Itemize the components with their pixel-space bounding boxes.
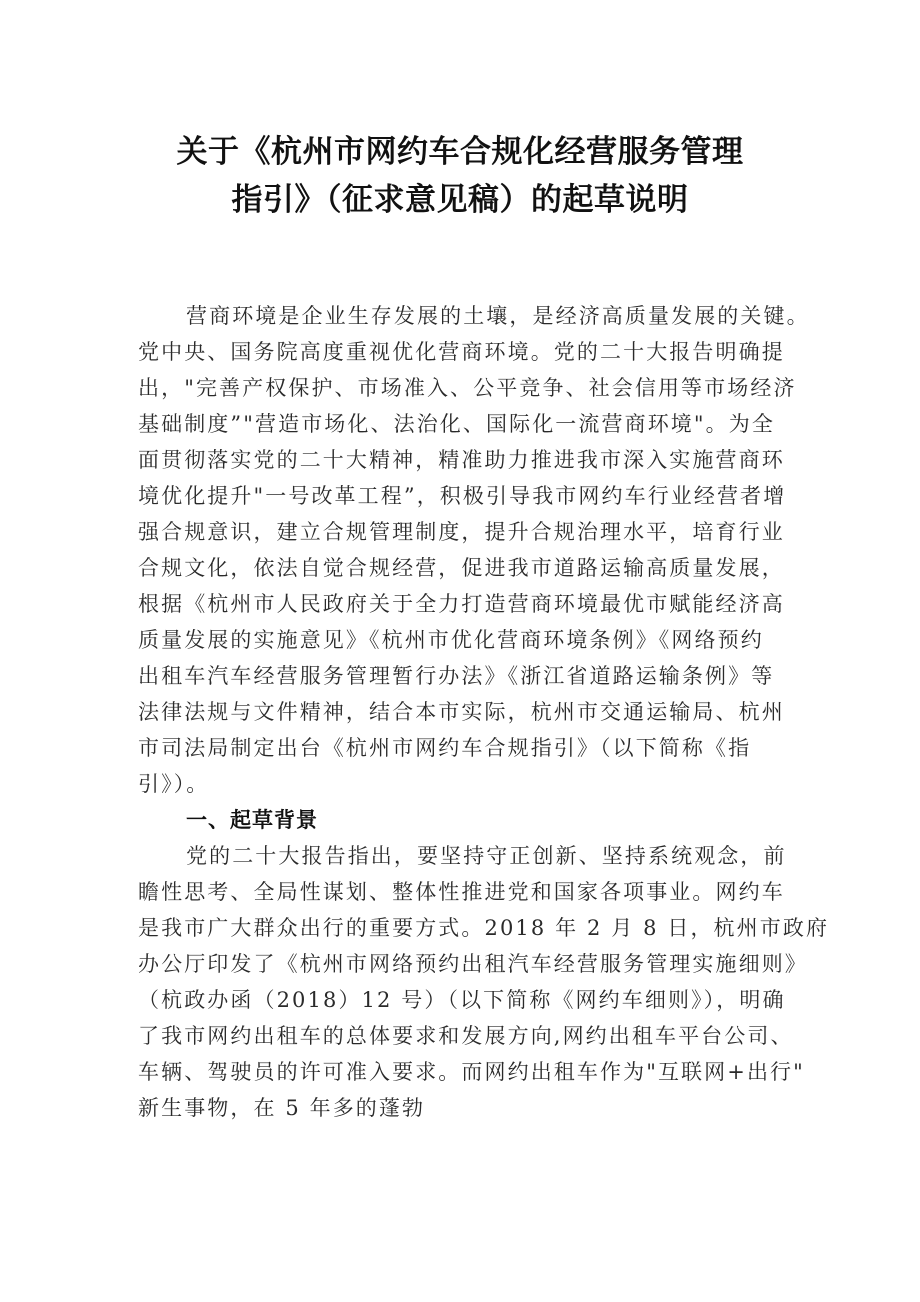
paragraph-1-line: 根据《杭州市人民政府关于全力打造营商环境最优市赋能经济高 xyxy=(138,592,785,616)
paragraph-2-line: 党的二十大报告指出，要坚持守正创新、坚持系统观念，前 xyxy=(186,844,787,868)
paragraph-1-line: 质量发展的实施意见》《杭州市优化营商环境条例》《网络预约 xyxy=(138,628,764,652)
paragraph-2-line: 办公厅印发了《杭州市网络预约出租汽车经营服务管理实施细则》 xyxy=(138,952,808,976)
paragraph-1-line: 法律法规与文件精神，结合本市实际，杭州市交通运输局、杭州 xyxy=(138,700,785,724)
paragraph-1-line: 出，"完善产权保护、市场准入、公平竞争、社会信用等市场经济 xyxy=(138,376,797,400)
paragraph-1-line: 出租车汽车经营服务管理暂行办法》《浙江省道路运输条例》等 xyxy=(138,664,775,688)
paragraph-2-line: 了我市网约出租车的总体要求和发展方向,网约出租车平台公司、 xyxy=(138,1024,794,1048)
paragraph-2-line: （杭政办函（2018）12 号）（以下简称《网约车细则》），明确 xyxy=(138,988,786,1012)
paragraph-1-line: 营商环境是企业生存发展的土壤，是经济高质量发展的关键。 xyxy=(186,304,810,328)
paragraph-2-line: 是我市广大群众出行的重要方式。2018 年 2 月 8 日，杭州市政府 xyxy=(138,916,830,940)
paragraph-2-line: 车辆、驾驶员的许可准入要求。而网约出租车作为"互联网+出行" xyxy=(138,1060,805,1084)
paragraph-1-line: 引》）。 xyxy=(138,772,210,796)
paragraph-2-line: 新生事物，在 5 年多的蓬勃 xyxy=(138,1096,426,1120)
section-heading: 一、起草背景 xyxy=(186,808,318,832)
paragraph-2-line: 瞻性思考、全局性谋划、整体性推进党和国家各项事业。网约车 xyxy=(138,880,785,904)
paragraph-1-line: 面贯彻落实党的二十大精神，精准助力推进我市深入实施营商环 xyxy=(138,448,785,472)
document-body xyxy=(138,298,830,1126)
paragraph-1-line: 境优化提升"一号改革工程”，积极引导我市网约车行业经营者增 xyxy=(138,484,787,508)
paragraph-1-line: 基础制度”"营造市场化、法治化、国际化一流营商环境"。为全 xyxy=(138,412,775,436)
document-title-line-1: 关于《杭州市网约车合规化经营服务管理 xyxy=(176,134,744,170)
paragraph-1-line: 市司法局制定出台《杭州市网约车合规指引》（以下简称《指 xyxy=(138,736,752,760)
document-title-line-2: 指引》（征求意见稿）的起草说明 xyxy=(231,182,689,218)
paragraph-1-line: 强合规意识，建立合规管理制度，提升合规治理水平，培育行业 xyxy=(138,520,785,544)
paragraph-1-line: 党中央、国务院高度重视优化营商环境。党的二十大报告明确提 xyxy=(138,340,785,364)
paragraph-1-line: 合规文化，依法自觉合规经营，促进我市道路运输高质量发展， xyxy=(138,556,785,580)
